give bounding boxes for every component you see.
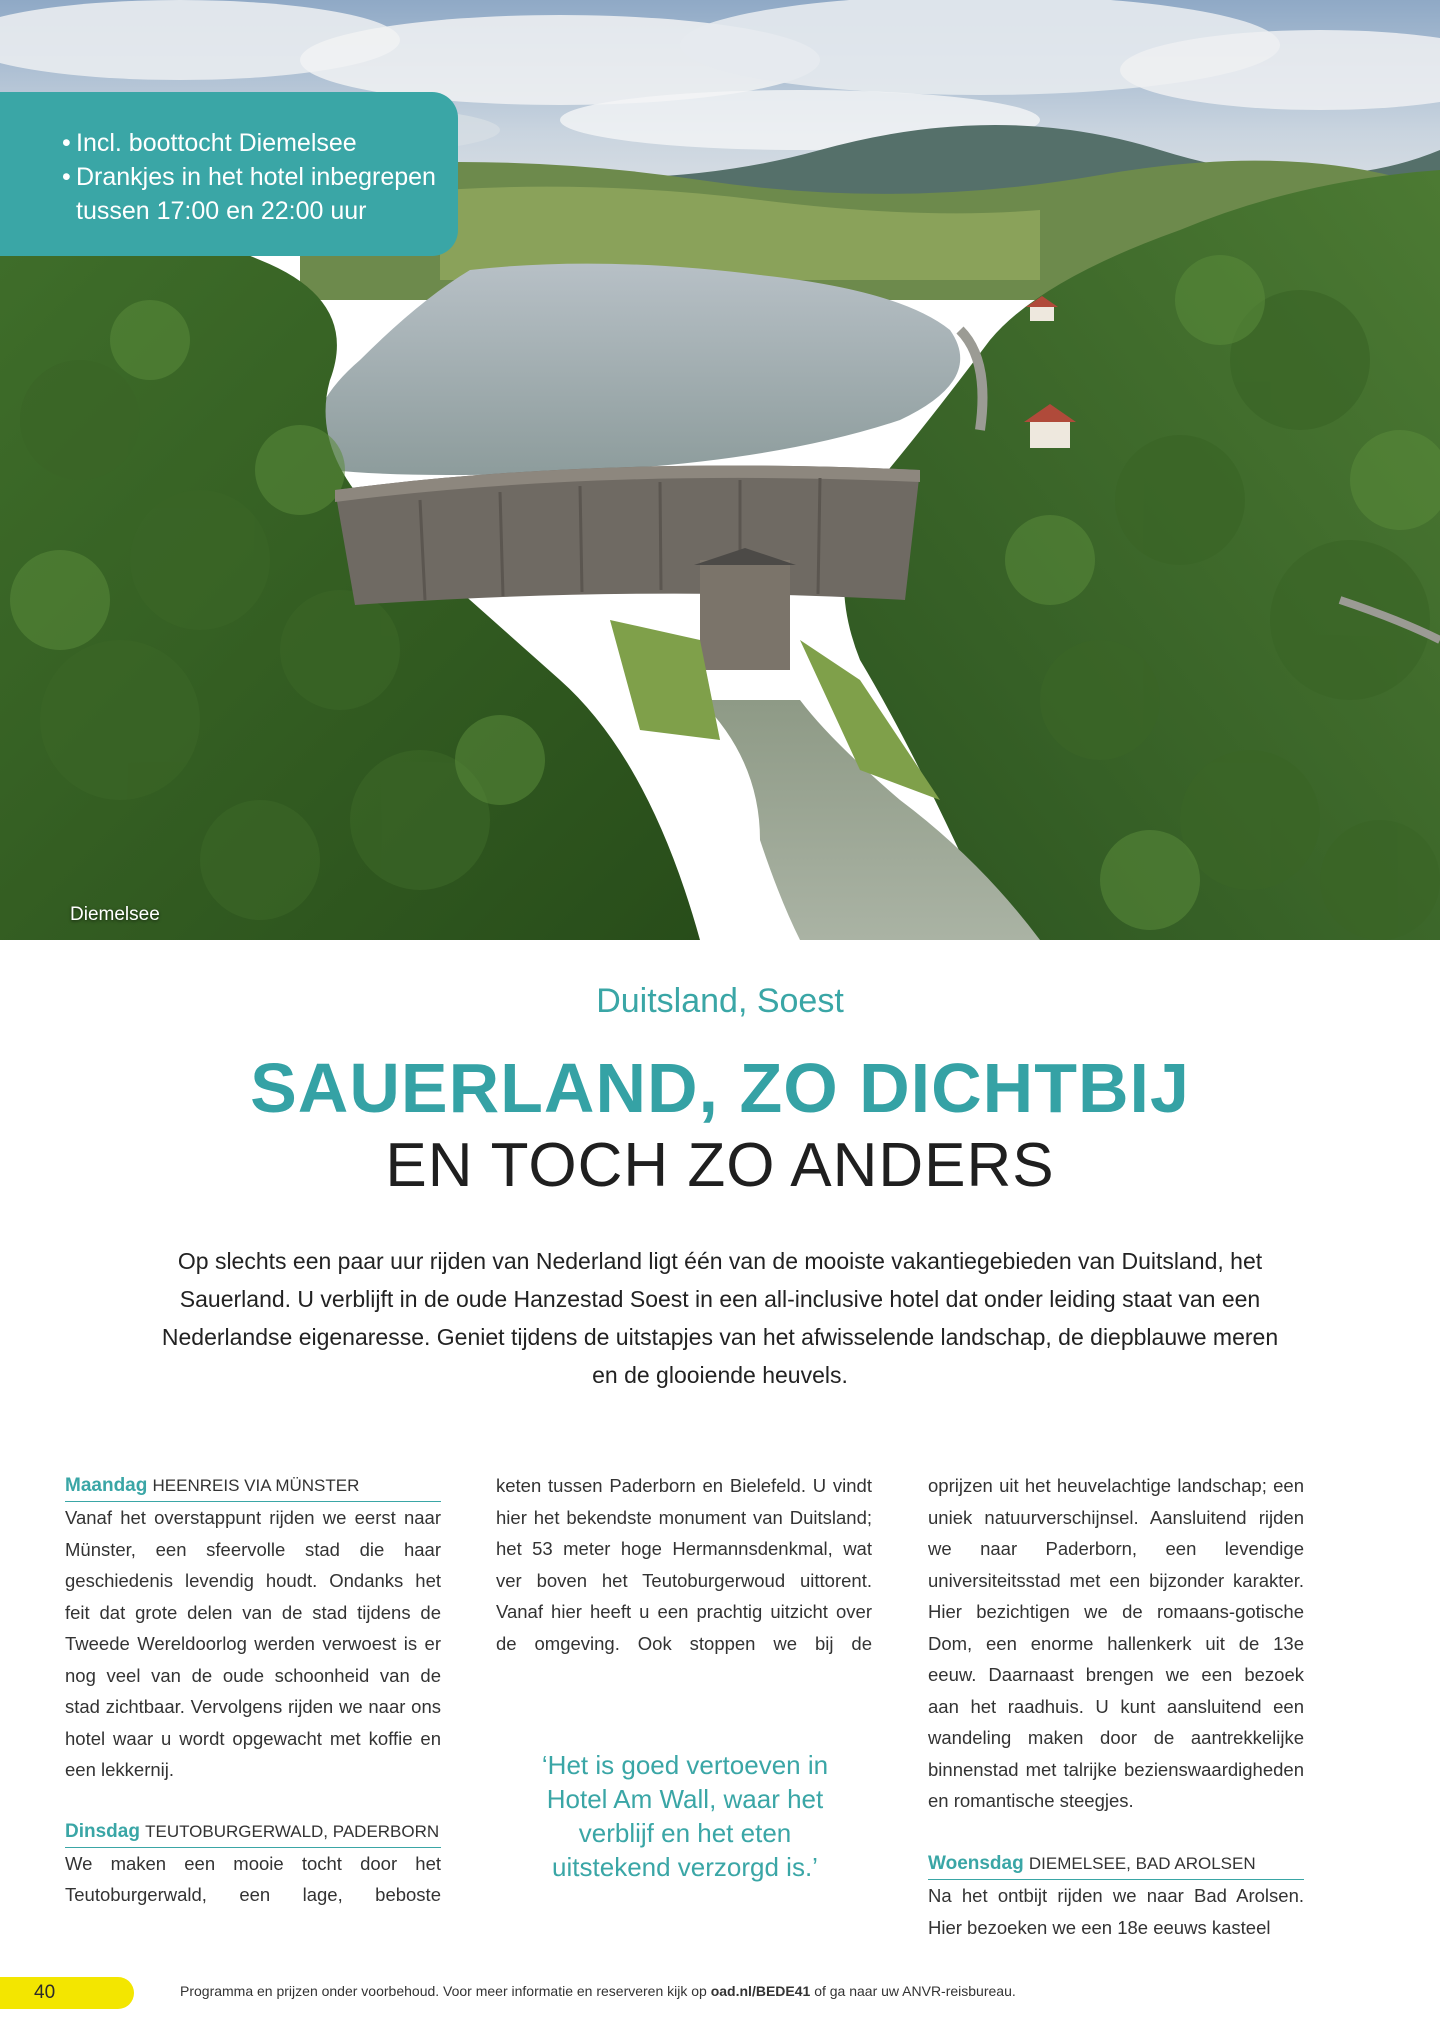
- day-subtitle: DIEMELSEE, BAD AROLSEN: [1028, 1854, 1256, 1873]
- day-name: Woensdag: [928, 1853, 1024, 1874]
- day-text-dinsdag: We maken een mooie tocht door het Teutoburgerwald, een lage, beboste: [65, 1852, 441, 1905]
- column-2: [496, 1470, 872, 1660]
- footer-note-text: Programma en prijzen onder voorbehoud. Voor meer informatie en reserveren kijk op: [180, 1983, 711, 1999]
- day-heading-dinsdag: [65, 1816, 441, 1848]
- photo-caption: Diemelsee: [70, 904, 160, 925]
- day-name: Dinsdag: [65, 1820, 140, 1842]
- page-title: SAUERLAND, ZO DICHTBIJ: [250, 1049, 1190, 1127]
- column-3: [928, 1470, 1304, 1943]
- day-text-dinsdag-continued: keten tussen Paderborn en Bielefeld. U vindt hier het bekendste monument van Duitsland; het 53 meter hoge Hermannsdenkmal, wat ver boven het Teutoburgerwoud uittorent. Vanaf hier heeft u een prachtig uitzicht over de omgeving. Ook stoppen we bij de: [496, 1475, 872, 1654]
- day-heading-maandag: [65, 1470, 441, 1502]
- highlight-item: • Drankjes in het hotel inbegrepen tussen 17:00 en 22:00 uur: [62, 160, 438, 228]
- pull-quote: ‘Het is goed vertoeven in Hotel Am Wall, waar het verblijf en het eten uitstekend verzorgd is.’: [541, 1750, 829, 1882]
- footer-note-text-end: of ga naar uw ANVR-reisbureau.: [810, 1983, 1016, 1999]
- highlights-box: [0, 92, 458, 256]
- column-1: [65, 1470, 441, 1912]
- highlight-item: • Incl. boottocht Diemelsee: [62, 126, 438, 160]
- day-name: Maandag: [65, 1475, 148, 1496]
- hero-photo: [0, 0, 1440, 940]
- day-text-woensdag: Na het ontbijt rijden we naar Bad Arolsen. Hier bezoeken we een 18e eeuws kasteel: [928, 1885, 1304, 1938]
- page-title-secondary: EN TOCH ZO ANDERS: [385, 1131, 1055, 1200]
- day-heading-woensdag: [928, 1848, 1304, 1880]
- intro-paragraph: Op slechts een paar uur rijden van Nederland ligt één van de mooiste vakantiegebieden van Duitsland, het Sauerland. U verblijft in de oude Hanzestad Soest in een all-inclusive hotel dat onder leiding staat van een Nederlandse eigenaresse. Geniet tijdens de uitstapjes van het afwisselende landschap, de diepblauwe meren en de glooiende heuvels.: [161, 1248, 1279, 1388]
- footer-link[interactable]: oad.nl/BEDE41: [710, 1983, 811, 1999]
- day-subtitle: TEUTOBURGERWALD, PADERBORN: [145, 1821, 440, 1841]
- page-number: 40: [0, 1977, 134, 2009]
- day-subtitle: HEENREIS VIA MÜNSTER: [152, 1476, 360, 1495]
- location-subtitle: Duitsland, Soest: [596, 982, 844, 1020]
- footer-note: [180, 1983, 1016, 1999]
- day-text-dinsdag-end: oprijzen uit het heuvelachtige landschap; een uniek natuurverschijnsel. Aansluitend rijden we naar Paderborn, een levendige universiteitsstad met een bijzonder karakter. Hier bezichtigen we de romaans-gotische Dom, een enorme hallenkerk uit de 13e eeuw. Daarnaast brengen we een bezoek aan het raadhuis. U kunt aansluitend een wandeling maken door de aantrekkelijke binnenstad met talrijke bezienswaardigheden en romantische steegjes.: [928, 1475, 1304, 1811]
- day-text-maandag: Vanaf het overstappunt rijden we eerst naar Münster, een sfeervolle stad die haar geschiedenis levendig houdt. Ondanks het feit dat grote delen van de stad tijdens de Tweede Wereldoorlog werden verwoest is er nog veel van de oude schoonheid van de stad zichtbaar. Vervolgens rijden we naar ons hotel waar u wordt opgewacht met koffie en een lekkernij.: [65, 1507, 441, 1780]
